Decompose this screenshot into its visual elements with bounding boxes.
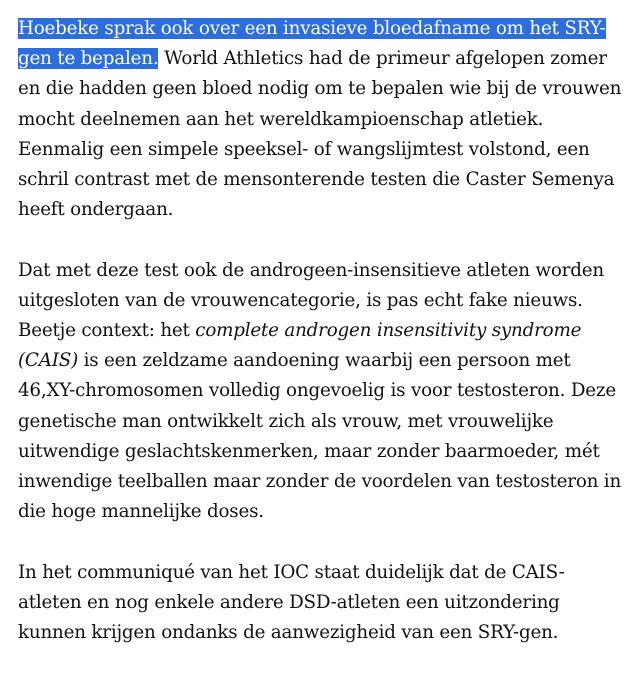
paragraph-2 <box>18 256 623 528</box>
paragraph-1-text: World Athletics had de primeur afgelopen zomer en die hadden geen bloed nodig om te bepalen wie bij de vrouwen mocht deelnemen aan het wereldkampioenschap atletiek. Eenmalig een simpele speeksel- of wangslijmtest volstond, een schril contrast met de mensonterende testen die Caster Semenya heeft ondergaan. <box>18 48 622 221</box>
selected-text[interactable]: Hoebeke sprak ook over een invasieve bloedafname om het SRY-gen te bepalen. <box>18 18 606 70</box>
paragraph-2-text-end: is een zeldzame aandoening waarbij een persoon met 46,XY-chromosomen volledig ongevoelig is voor testosteron. Deze genetische man ontwikkelt zich als vrouw, met vrouwelijke uitwendige geslachtskenmerken, maar zonder baarmoeder, mét inwendige teelballen maar zonder de voordelen van testosteron in die hoge mannelijke doses. <box>18 350 622 523</box>
paragraph-2-text-start: Dat met deze test ook de androgeen-insensitieve atleten worden uitgesloten van de vrouwencategorie, is pas echt fake nieuws. Beetje context: het <box>18 259 604 342</box>
cais-term: complete androgen insensitivity syndrome (CAIS) <box>18 320 582 372</box>
paragraph-1 <box>18 14 623 225</box>
paragraph-3 <box>18 558 623 649</box>
article-body <box>18 14 623 678</box>
paragraph-3-text: In het communiqué van het IOC staat duidelijk dat de CAIS-atleten en nog enkele andere DSD-atleten een uitzondering kunnen krijgen ondanks de aanwezigheid van een SRY-gen. <box>18 561 565 644</box>
